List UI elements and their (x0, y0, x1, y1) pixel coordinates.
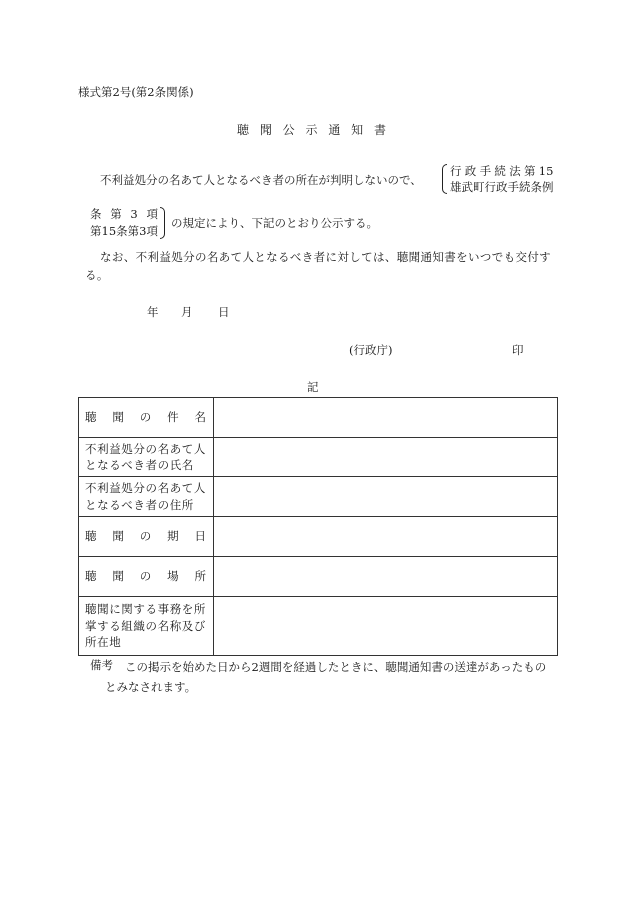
row-label-date (85, 528, 206, 545)
glyph: 日 (194, 529, 206, 544)
glyph: 通 (328, 123, 341, 137)
glyph: 3 (130, 207, 138, 221)
glyph: 聞 (259, 123, 272, 137)
law-option-act (450, 163, 554, 179)
glyph: 続 (494, 164, 506, 178)
glyph: 第 (523, 164, 536, 178)
form-number: 様式第2号(第2条関係) (78, 85, 194, 99)
article-option-ordinance: 第15条第3項 (90, 224, 158, 238)
table-row (79, 597, 558, 656)
right-bracket (160, 207, 165, 239)
glyph: 聴 (85, 410, 97, 425)
intro-line-2 (90, 206, 378, 240)
glyph: 聞 (112, 529, 124, 544)
remarks-text: この掲示を始めた日から2週間を経過したときに、聴聞通知書の送達があったものとみなされます。 (105, 660, 547, 694)
glyph: 政 (464, 164, 477, 178)
intro-lead: 不利益処分の名あて人となるべき者の所在が判明しないので、 (100, 173, 422, 187)
glyph: 15 (538, 164, 554, 178)
glyph: 聴 (85, 569, 97, 584)
glyph: 示 (305, 123, 318, 137)
law-options-stack (450, 163, 554, 195)
glyph: 条 (90, 207, 102, 221)
document-title (237, 122, 386, 138)
table-row (79, 438, 558, 477)
row-value-cell (214, 517, 558, 557)
row-value-cell (214, 597, 558, 656)
row-label-subject (85, 409, 206, 426)
row-label-party-address: 不利益処分の名あて人となるべき者の住所 (85, 481, 206, 512)
article-options-stack (90, 206, 158, 240)
row-label-cell (79, 438, 214, 477)
row-label-cell (79, 557, 214, 597)
date-day-label: 日 (218, 305, 230, 319)
glyph: 公 (282, 123, 295, 137)
glyph: 書 (373, 123, 386, 137)
row-value-cell (214, 398, 558, 438)
row-label-cell (79, 477, 214, 517)
glyph: の (139, 569, 152, 584)
remarks-label: 備考 (90, 658, 113, 672)
glyph: 名 (194, 410, 206, 425)
date-year-label: 年 (147, 305, 159, 319)
authority-label: (行政庁) (349, 343, 393, 357)
table-row (79, 398, 558, 438)
table-row (79, 557, 558, 597)
glyph: 法 (509, 164, 521, 178)
table-row (79, 477, 558, 517)
glyph: 件 (167, 410, 179, 425)
row-label-organization: 聴聞に関する事務を所掌する組織の名称及び所在地 (85, 602, 206, 650)
glyph: 第 (110, 207, 122, 221)
glyph: 項 (146, 207, 158, 221)
row-label-party-name: 不利益処分の名あて人となるべき者の氏名 (85, 441, 206, 472)
glyph: 知 (351, 123, 364, 137)
hearing-details-table (78, 397, 558, 656)
intro-tail: の規定により、下記のとおり公示する。 (170, 216, 378, 230)
glyph: 期 (167, 529, 179, 544)
row-value-cell (214, 557, 558, 597)
row-label-cell (79, 517, 214, 557)
glyph: 場 (167, 569, 179, 584)
table-row (79, 517, 558, 557)
glyph: 聴 (237, 123, 250, 137)
law-option-ordinance: 雄武町行政手続条例 (450, 180, 554, 194)
record-heading: 記 (307, 380, 319, 394)
date-month-label: 月 (181, 305, 193, 319)
glyph: の (139, 529, 152, 544)
row-label-cell (79, 597, 214, 656)
glyph: 聴 (85, 529, 97, 544)
left-bracket (442, 164, 447, 194)
glyph: の (139, 410, 152, 425)
glyph: 聞 (112, 569, 124, 584)
law-options-group (442, 163, 554, 195)
row-value-cell (214, 438, 558, 477)
row-label-cell (79, 398, 214, 438)
row-label-place (85, 568, 206, 585)
article-option-act (90, 206, 158, 223)
seal-mark: 印 (512, 343, 524, 357)
row-value-cell (214, 477, 558, 517)
glyph: 聞 (112, 410, 124, 425)
notice-paragraph: なお、不利益処分の名あて人となるべき者に対しては、聴聞通知書をいつでも交付する。 (85, 250, 552, 282)
glyph: 手 (479, 164, 492, 178)
glyph: 行 (450, 164, 462, 178)
glyph: 所 (194, 569, 206, 584)
